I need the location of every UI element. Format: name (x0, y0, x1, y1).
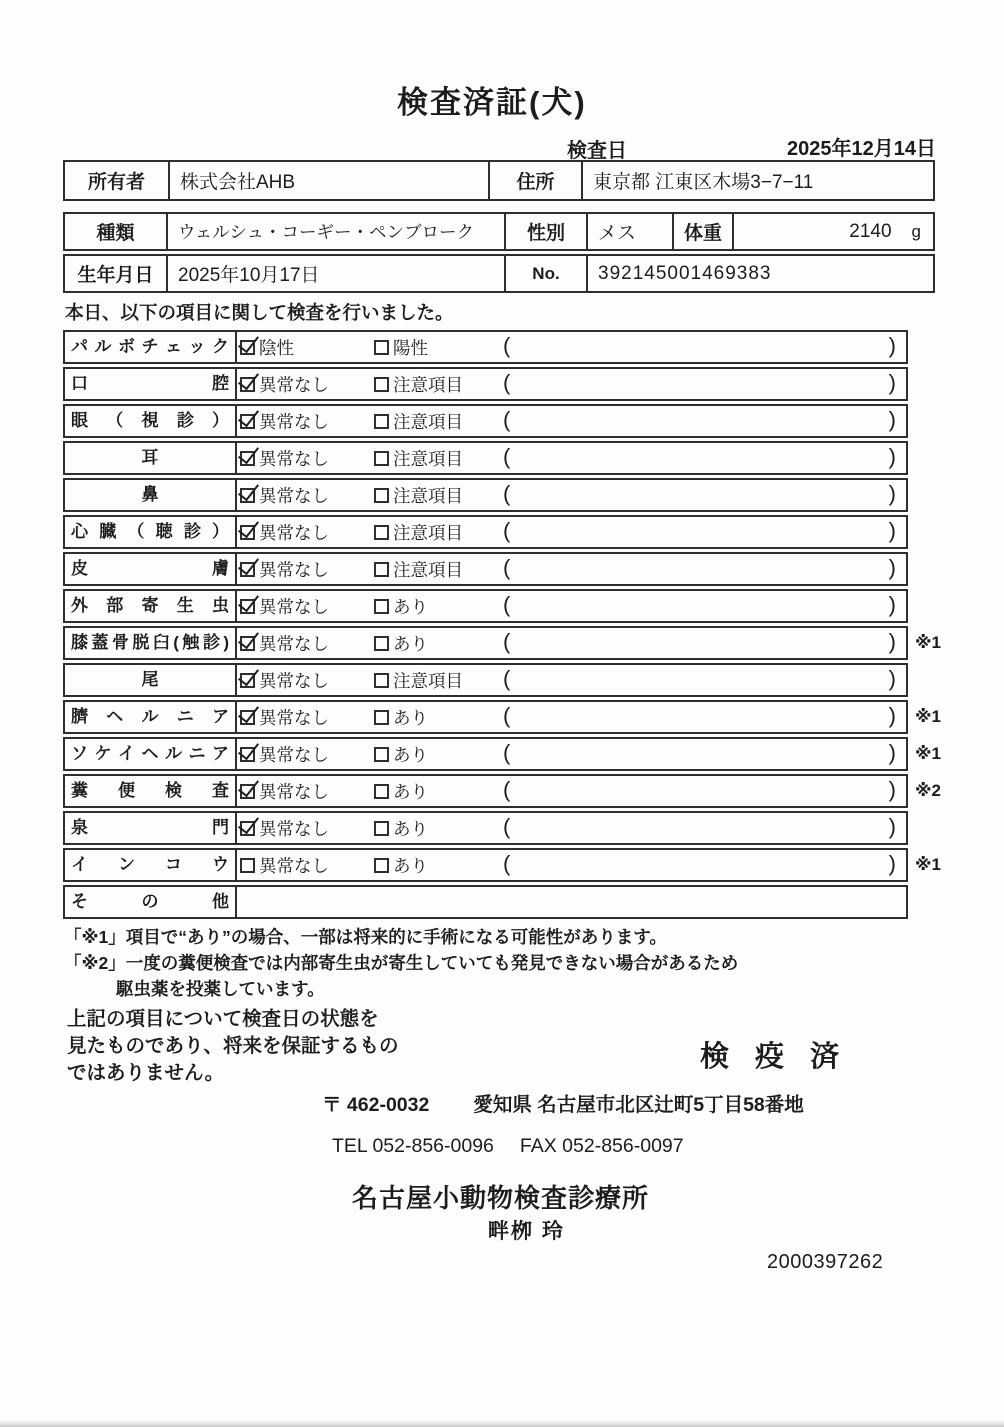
check-row-box (63, 478, 908, 512)
secondary-result-checkbox (374, 636, 389, 651)
secondary-result-checkbox (374, 525, 389, 540)
weight-unit: g (911, 221, 921, 241)
note-paren-close: ) (888, 517, 896, 543)
note-paren-open: ( (503, 332, 511, 358)
owner-value: 株式会社AHB (170, 162, 490, 199)
note-paren-close: ) (888, 665, 896, 691)
check-row-body (237, 591, 906, 621)
row-remark: ※1 (915, 855, 941, 874)
row-remark: ※1 (915, 744, 941, 763)
check-row-box (63, 811, 908, 845)
note-paren-open: ( (503, 369, 511, 395)
info-table-row-birth (63, 254, 935, 293)
disclaimer-line-3: ではありません。 (67, 1062, 225, 1084)
note-paren-close: ) (888, 850, 896, 876)
check-row-box (63, 515, 908, 549)
primary-result-label: 異常なし (259, 559, 329, 580)
check-row-body (237, 406, 906, 436)
inspection-checklist (63, 330, 941, 922)
check-row-box (63, 552, 908, 586)
disclaimer (67, 1006, 399, 1087)
note-paren-close: ) (888, 628, 896, 654)
clinic-postal-line (322, 1089, 804, 1117)
check-row (63, 478, 941, 512)
secondary-result-label: 注意項目 (393, 448, 463, 469)
check-row-box (63, 330, 908, 364)
secondary-result-label: あり (393, 818, 428, 839)
secondary-result-label: 注意項目 (393, 485, 463, 506)
check-row-body (237, 369, 906, 399)
note-paren-open: ( (503, 813, 511, 839)
certificate-no-label: No. (506, 256, 588, 291)
veterinarian-name: 畔栁 玲 (488, 1220, 565, 1243)
secondary-result-checkbox (374, 673, 389, 688)
scan-edge-artifact (0, 1419, 1004, 1427)
breed-label: 種類 (65, 214, 168, 249)
check-item-label: ソ ケ イ ヘ ル ニ ア (65, 739, 237, 769)
check-row-box (63, 404, 908, 438)
address-value: 東京都 江東区木場3−7−11 (593, 172, 814, 193)
check-row (63, 441, 941, 475)
check-row (63, 589, 941, 623)
secondary-result-checkbox (374, 562, 389, 577)
secondary-result-label: 注意項目 (393, 522, 463, 543)
secondary-result-checkbox (374, 858, 389, 873)
exam-date-label: 検査日 (567, 140, 627, 162)
secondary-result-checkbox (374, 377, 389, 392)
check-row-box (63, 885, 908, 919)
primary-result-checkbox (240, 488, 255, 503)
primary-result-checkbox (240, 747, 255, 762)
check-row-box (63, 589, 908, 623)
sex-label: 性別 (506, 214, 588, 249)
note-paren-close: ) (888, 443, 896, 469)
check-row-box (63, 700, 908, 734)
check-row-body (237, 665, 906, 695)
note-paren-open: ( (503, 665, 511, 691)
primary-result-checkbox (240, 710, 255, 725)
check-row-box (63, 367, 908, 401)
secondary-result-checkbox (374, 488, 389, 503)
check-item-label: 鼻 (65, 480, 237, 510)
quarantine-stamp: 検 疫 済 (700, 1041, 849, 1073)
secondary-result-checkbox (374, 784, 389, 799)
note-paren-close: ) (888, 369, 896, 395)
weight-value: 2140 (849, 220, 892, 242)
check-item-label: イ ン コ ウ (65, 850, 237, 880)
primary-result-label: 異常なし (259, 374, 329, 395)
secondary-result-label: 注意項目 (393, 670, 463, 691)
check-row (63, 737, 941, 771)
intro-sentence: 本日、以下の項目に関して検査を行いました。 (65, 302, 454, 323)
primary-result-checkbox (240, 414, 255, 429)
disclaimer-line-2: 見たものであり、将来を保証するもの (67, 1035, 399, 1057)
primary-result-label: 異常なし (259, 522, 329, 543)
certificate-no-value: 392145001469383 (598, 262, 772, 284)
row-remark: ※1 (915, 633, 941, 652)
check-row (63, 811, 941, 845)
note-paren-close: ) (888, 406, 896, 432)
disclaimer-line-1: 上記の項目について検査日の状態を (67, 1008, 379, 1030)
secondary-result-label: 注意項目 (393, 411, 463, 432)
check-row (63, 626, 941, 660)
check-row-box (63, 663, 908, 697)
primary-result-checkbox (240, 525, 255, 540)
primary-result-checkbox (240, 636, 255, 651)
secondary-result-label: あり (393, 781, 428, 802)
check-item-label: 臍 ヘ ル ニ ア (65, 702, 237, 732)
primary-result-label: 異常なし (259, 818, 329, 839)
check-row-body (237, 332, 906, 362)
secondary-result-checkbox (374, 414, 389, 429)
primary-result-label: 異常なし (259, 855, 329, 876)
primary-result-label: 異常なし (259, 744, 329, 765)
birthdate-label: 生年月日 (65, 256, 168, 291)
secondary-result-label: あり (393, 855, 428, 876)
check-row (63, 774, 941, 808)
primary-result-label: 異常なし (259, 670, 329, 691)
note-paren-close: ) (888, 813, 896, 839)
primary-result-label: 陰性 (259, 337, 294, 358)
note-paren-open: ( (503, 776, 511, 802)
footnote-2: 「※2」一度の糞便検査では内部寄生虫が寄生していても発見できない場合があるため (64, 953, 739, 973)
check-row-box (63, 774, 908, 808)
note-paren-open: ( (503, 480, 511, 506)
note-paren-close: ) (888, 702, 896, 728)
check-row-body (237, 628, 906, 658)
check-row-box (63, 848, 908, 882)
footnotes (64, 924, 738, 1002)
check-row-body (237, 480, 906, 510)
check-row (63, 404, 941, 438)
check-item-label: そ の 他 (65, 887, 237, 917)
primary-result-checkbox (240, 673, 255, 688)
exam-date-value: 2025年12月14日 (787, 138, 936, 160)
document-serial-number: 2000397262 (767, 1251, 884, 1273)
primary-result-label: 異常なし (259, 448, 329, 469)
primary-result-checkbox (240, 784, 255, 799)
clinic-tel-line (332, 1135, 684, 1158)
check-row (63, 330, 941, 364)
clinic-name: 名古屋小動物検査診療所 (352, 1183, 650, 1213)
secondary-result-checkbox (374, 710, 389, 725)
secondary-result-label: あり (393, 744, 428, 765)
note-paren-open: ( (503, 554, 511, 580)
note-paren-open: ( (503, 591, 511, 617)
note-paren-close: ) (888, 776, 896, 802)
secondary-result-checkbox (374, 340, 389, 355)
primary-result-label: 異常なし (259, 485, 329, 506)
note-paren-open: ( (503, 517, 511, 543)
primary-result-checkbox (240, 451, 255, 466)
check-item-label: 心 臓 （ 聴 診 ） (65, 517, 237, 547)
primary-result-checkbox (240, 340, 255, 355)
secondary-result-label: あり (393, 596, 428, 617)
check-row (63, 663, 941, 697)
note-paren-close: ) (888, 739, 896, 765)
check-row (63, 552, 941, 586)
note-paren-open: ( (503, 702, 511, 728)
secondary-result-checkbox (374, 451, 389, 466)
clinic-address: 愛知県 名古屋市北区辻町5丁目58番地 (473, 1094, 804, 1116)
document-title: 検査済証(犬) (397, 85, 587, 120)
secondary-result-checkbox (374, 747, 389, 762)
primary-result-label: 異常なし (259, 411, 329, 432)
check-item-label: 外 部 寄 生 虫 (65, 591, 237, 621)
row-remark: ※2 (915, 781, 941, 800)
check-item-label: 膝蓋骨脱臼(触診) (65, 628, 237, 658)
note-paren-close: ) (888, 480, 896, 506)
sex-value: メス (588, 214, 674, 249)
row-remark: ※1 (915, 707, 941, 726)
check-row-body (237, 813, 906, 843)
footnote-1: 「※1」項目で“あり”の場合、一部は将来的に手術になる可能性があります。 (64, 927, 667, 947)
primary-result-label: 異常なし (259, 781, 329, 802)
note-paren-close: ) (888, 554, 896, 580)
owner-table (63, 160, 935, 201)
postal-code: 〒 462-0032 (322, 1094, 430, 1116)
note-paren-open: ( (503, 443, 511, 469)
birthdate-value: 2025年10月17日 (168, 256, 506, 291)
check-row-body (237, 554, 906, 584)
check-item-label: 皮 膚 (65, 554, 237, 584)
note-paren-open: ( (503, 739, 511, 765)
secondary-result-label: あり (393, 707, 428, 728)
address-label: 住所 (490, 162, 583, 199)
clinic-fax: FAX 052-856-0097 (519, 1135, 684, 1157)
primary-result-label: 異常なし (259, 596, 329, 617)
check-row (63, 367, 941, 401)
check-row-box (63, 441, 908, 475)
check-row (63, 515, 941, 549)
check-item-label: パ ル ボ チ ェ ッ ク (65, 332, 237, 362)
note-paren-close: ) (888, 591, 896, 617)
check-row-body (237, 776, 906, 806)
note-paren-close: ) (888, 332, 896, 358)
check-item-label: 口 腔 (65, 369, 237, 399)
owner-label: 所有者 (65, 162, 170, 199)
check-item-label: 尾 (65, 665, 237, 695)
check-item-label: 糞 便 検 査 (65, 776, 237, 806)
note-paren-open: ( (503, 406, 511, 432)
primary-result-checkbox (240, 858, 255, 873)
check-row-body (237, 739, 906, 769)
check-item-label: 眼 （ 視 診 ） (65, 406, 237, 436)
check-row-body (237, 443, 906, 473)
secondary-result-checkbox (374, 821, 389, 836)
primary-result-label: 異常なし (259, 707, 329, 728)
check-row (63, 700, 941, 734)
primary-result-checkbox (240, 821, 255, 836)
weight-label: 体重 (674, 214, 734, 249)
check-row-box (63, 737, 908, 771)
clinic-tel: TEL 052-856-0096 (332, 1135, 494, 1157)
check-item-label: 耳 (65, 443, 237, 473)
note-paren-open: ( (503, 850, 511, 876)
breed-value: ウェルシュ・コーギー・ペンブローク (168, 214, 506, 249)
secondary-result-label: 注意項目 (393, 374, 463, 395)
secondary-result-checkbox (374, 599, 389, 614)
check-row-body (237, 850, 906, 880)
check-row-body (237, 702, 906, 732)
primary-result-label: 異常なし (259, 633, 329, 654)
note-paren-open: ( (503, 628, 511, 654)
primary-result-checkbox (240, 562, 255, 577)
info-table-row-breed (63, 212, 935, 251)
check-row-body (237, 517, 906, 547)
check-row-box (63, 626, 908, 660)
secondary-result-label: あり (393, 633, 428, 654)
secondary-result-label: 注意項目 (393, 559, 463, 580)
secondary-result-label: 陽性 (393, 337, 428, 358)
check-item-label: 泉 門 (65, 813, 237, 843)
check-row-body (237, 887, 906, 917)
check-row (63, 848, 941, 882)
weight-cell (734, 214, 933, 249)
primary-result-checkbox (240, 377, 255, 392)
footnote-2-continued: 駆虫薬を投薬しています。 (116, 979, 325, 999)
check-row (63, 885, 941, 919)
primary-result-checkbox (240, 599, 255, 614)
